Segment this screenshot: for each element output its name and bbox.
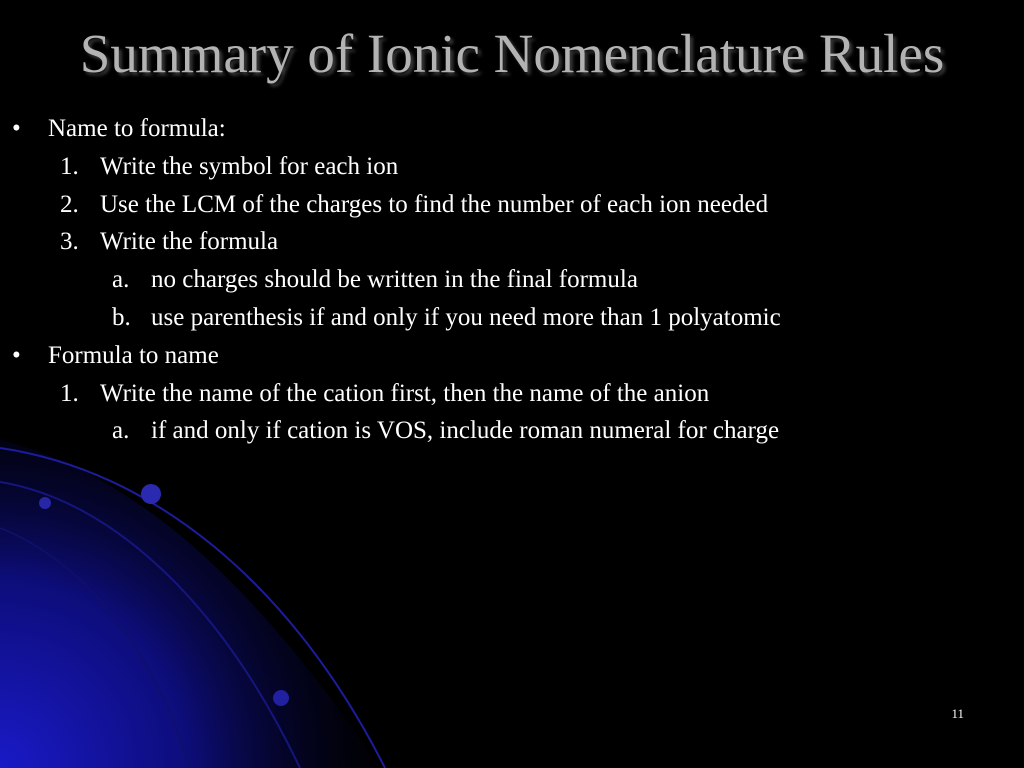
list-item-text: if and only if cation is VOS, include roman numeral for charge (151, 417, 780, 445)
swirl-dot (39, 497, 51, 509)
slide-title: Summary of Ionic Nomenclature Rules (79, 23, 945, 84)
list-marker: 2. (60, 190, 79, 218)
section-heading (0, 110, 1000, 148)
list-item-text: use parenthesis if and only if you need more than 1 polyatomic (151, 303, 781, 331)
swirl-dot (141, 484, 161, 504)
list-marker: a. (112, 417, 130, 445)
list-marker: 1. (60, 152, 79, 180)
swirl-dot (273, 690, 289, 706)
numbered-step (0, 148, 1000, 186)
bullet-marker: • (12, 115, 21, 142)
sub-step (0, 299, 1000, 337)
list-marker: 1. (60, 379, 79, 407)
list-item-text: Use the LCM of the charges to find the number of each ion needed (100, 190, 769, 218)
list-item-text: Formula to name (48, 341, 219, 369)
page-number: 11 (951, 706, 964, 721)
list-item-text: Name to formula: (48, 115, 226, 142)
section-heading (0, 337, 1000, 375)
swirl-fill (0, 440, 380, 768)
numbered-step (0, 375, 1000, 413)
list-item-text: Write the name of the cation first, then the name of the anion (100, 379, 710, 407)
sub-step (0, 261, 1000, 299)
sub-step (0, 412, 1000, 450)
list-marker: a. (112, 266, 130, 294)
bullet-marker: • (12, 341, 21, 369)
list-marker: 3. (60, 228, 79, 256)
list-item-text: Write the formula (100, 228, 279, 256)
slide-content (0, 110, 1000, 450)
numbered-step (0, 223, 1000, 261)
numbered-step (0, 186, 1000, 224)
list-item-text: Write the symbol for each ion (100, 152, 399, 180)
list-item-text: no charges should be written in the final formula (151, 266, 638, 294)
list-marker: b. (112, 303, 131, 331)
